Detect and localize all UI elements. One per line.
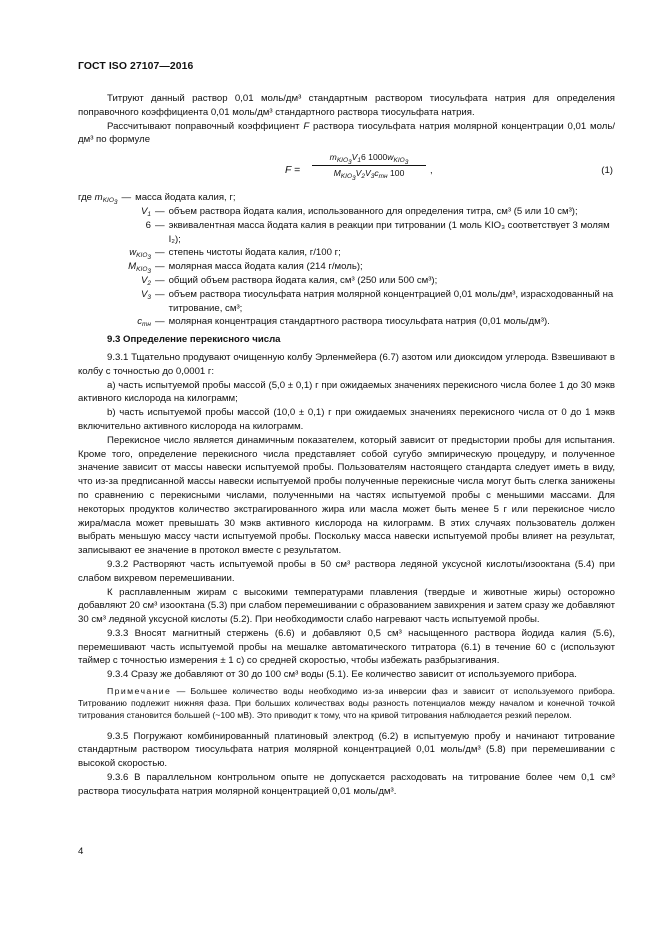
formula-comma: , [430,165,433,177]
definition-6: 6 — эквивалентная масса йодата калия в реакции при титровании (1 моль KIO₃ соответствует 3 молям I₂); [78,219,615,247]
definition-w-kio3: $w_{KIO_3}$ — степень чистоты йодата калия, г/100 г; [78,246,615,260]
paragraph-titration: Титруют данный раствор 0,01 моль/дм³ стандартным раствором тиосульфата натрия для определения поправочного коэффициента 0,01 моль/дм³ стандартного раствора тиосульфата натрия. [78,93,615,118]
definition-m-kio3: где $m_{KIO_3}$ — масса йодата калия, г; [78,192,236,207]
fraction-bar [312,165,426,166]
definition-symbol: $V_1$ [140,205,151,218]
paragraph-9-3-1: 9.3.1 Тщательно продувают очищенную колбу Эрленмейера (6.7) азотом или диоксидом углерода. Взвешивают в колбу с точностью до 0,0001 г: [78,351,615,377]
list-item-a: a) часть испытуемой пробы массой (5,0 ± 0,1) г при ожидаемых значениях перекисного числа более 1 до 30 мэкв активного кислорода на килограмм; [78,379,615,405]
definition-symbol: $c_{тн}$ [137,316,151,329]
section-title-9-3: 9.3 Определение перекисного числа [107,334,281,346]
definition-symbol: 6 [145,219,151,231]
variable-f: F [303,120,310,132]
note [78,685,615,722]
note-text: — Большее количество воды необходимо из-за инверсии фаз и зависит от используемого прибора. Титрованию подлежит нижняя фаза. При больших количествах воды разность потенциалов между началом и конечной точкой титрования становится большей (~100 мВ). Это приводит к тому, что на кривой титрования наблюдается резкий перелом. [78,686,615,721]
formula-fraction [310,151,428,183]
definition-m-molar-kio3: $M_{KIO_3}$ — молярная масса йодата калия (214 г/моль); [78,260,615,274]
formula-1 [78,147,615,191]
formula-denominator: $M_{KIO_3}V_2V_3c_{тн}$ 100 [333,168,405,183]
paragraph-9-3-3: 9.3.3 Вносят магнитный стержень (6.6) и добавляют 0,5 см³ насыщенного раствора йодида калия (5.6), перемешивают часть испытуемой пробы на мешалке автоматического титратора (6.1) в течение 60 с (используют таймер с точностью измерения ± 1 с) со средней скоростью, чтобы избежать разбрызгивания. [78,627,615,667]
paragraph-9-3-6: 9.3.6 В параллельном контрольном опыте не допускается расходовать на титрование более чем 0,1 см³ раствора тиосульфата натрия молярной концентрацией 0,01 моль/дм³. [78,772,615,797]
formula-number: (1) [601,165,613,177]
definition-symbol: $V_2$ [140,274,151,287]
document-body [78,92,615,799]
definition-symbol: $w_{KIO_3}$ [129,247,151,262]
definition-v1: $V_1$ — объем раствора йодата калия, использованного для определения титра, см³ (5 или 10 см³); [78,205,615,219]
definition-c-tn: $c_{тн}$ — молярная концентрация стандартного раствора тиосульфата натрия (0,01 моль/дм³). [78,315,615,329]
definition-symbol: $M_{KIO_3}$ [128,261,151,276]
note-label: Примечание [107,686,172,697]
paragraph-dynamic-indicator: Перекисное число является динамичным показателем, который зависит от предыстории пробы для испытания. Кроме того, определение перекисного числа представляет собой сугубо эмпирическую процедуру, и полученное значение зависит от массы навески испытуемой пробы. Пользователям настоящего стандарта следует иметь в виду, что из-за предписанной массы навески испытуемой пробы полученные перекисные числа могут быть слегка занижены по сравнению с перекисными числами, полученными на частях испытуемой пробы с меньшими массами. Для некоторых продуктов количество экстрагированного жира или масла может быть менее 5 г или перекисное число жира/масла может превышать 30 мэкв активного кислорода на килограмм. В этих случаях пользователь должен выбрать меньшую массу части испытуемой пробы. Поскольку масса навески испытуемой пробы влияет на результат, записывают ее значение в протокол вместе с результатом. [78,434,615,557]
definition-v2: $V_2$ — общий объем раствора йодата калия, см³ (250 или 500 см³); [78,274,615,288]
paragraph-9-3-4: 9.3.4 Сразу же добавляют от 30 до 100 см³ воды (5.1). Ее количество зависит от используемого прибора. [107,669,577,681]
paragraph-correction-factor: Рассчитывают поправочный коэффициент F раствора тиосульфата натрия молярной концентрации 0,01 моль/дм³ по формуле [78,120,616,146]
formula-numerator: $m_{KIO_3}V_16$ $1000w_{KIO_3}$ [329,152,409,167]
definition-v3: $V_3$ — объем раствора тиосульфата натрия молярной концентрацией 0,01 моль/дм³, израсходованный на титрование, см³; [78,288,615,316]
paragraph-9-3-5: 9.3.5 Погружают комбинированный платиновый электрод (6.2) в испытуемую пробу и начинают титрование стандартным раствором тиосульфата натрия молярной концентрацией 0,01 моль/дм³ (5.8) при перемешивании с высокой скоростью. [78,730,615,770]
paragraph-melted-fats: К расплавленным жирам с высокими температурами плавления (твердые и животные жиры) осторожно добавляют 20 см³ изооктана (5.3) при слабом перемешивании с образованием завихрения и затем сразу же добавляют 30 см³ ледяной уксусной кислоты (5.2). При необходимости слабо нагревают часть испытуемой пробы. [78,586,615,626]
formula-lhs: F = [285,165,301,177]
paragraph-9-3-2: 9.3.2 Растворяют часть испытуемой пробы в 50 см³ раствора ледяной уксусной кислоты/изооктана (5.4) при слабом вихревом перемешивании. [78,558,615,584]
definition-symbol: где $m_{KIO_3}$ [78,192,118,207]
definition-symbol: $V_3$ [140,288,151,301]
list-item-b: b) часть испытуемой пробы массой (10,0 ± 0,1) г при ожидаемых значениях перекисного числа от 0 до 1 мэкв включительно активного кислорода на килограмм. [78,407,615,432]
document-header: ГОСТ ISO 27107—2016 [78,61,194,72]
page-number: 4 [78,846,84,857]
